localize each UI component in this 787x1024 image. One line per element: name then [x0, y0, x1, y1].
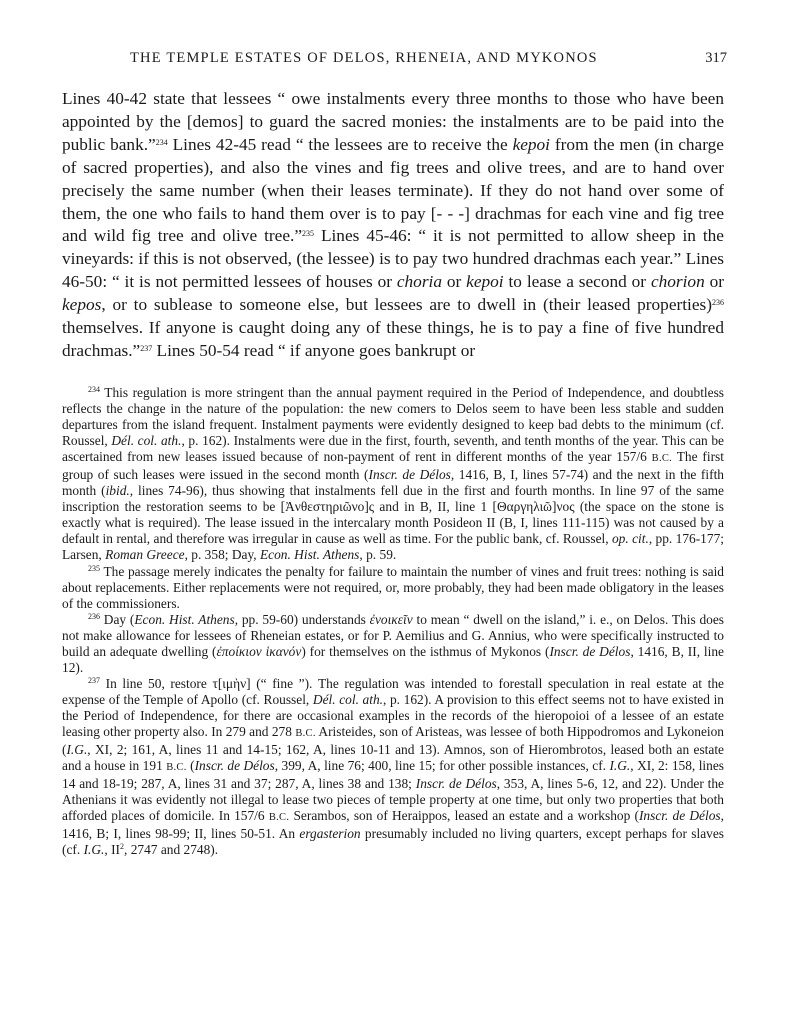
- running-title: THE TEMPLE ESTATES OF DELOS, RHENEIA, AND MYKONOS: [130, 50, 598, 66]
- footnote-number: 237: [88, 675, 100, 685]
- main-paragraph: Lines 40-42 state that lessees “ owe instalments every three months to those who have been appointed by the [demos] to guard the sacred monies: the instalments are to be paid into the public bank.”$^{234}$ Lines 42-45 read “ the lessees are to receive the kepoi from the men (in charge of sacred properties), and also the vines and fig trees and olive trees, and are to hand over precisely the same number (when their leases terminate). If they do not hand over some of them, the one who fails to hand them over is to pay [- - -] drachmas for each vine and fig tree and wild fig tree and olive tree.”$^{235}$ Lines 45-46: “ it is not permitted to allow sheep in the vineyards: if this is not observed, (the lessee) is to pay two hundred drachmas each year.” Lines 46-50: “ it is not permitted lessees of houses or choria or kepoi to lease a second or chorion or kepos, or to sublease to someone else, but lessees are to dwell in (their leased properties)$^{236}$ themselves. If anyone is caught doing any of these things, he is to pay a fine of five hundred drachmas.”$^{237}$ Lines 50-54 read “ if anyone goes bankrupt or: [62, 89, 724, 360]
- footnote-number: 234: [88, 385, 100, 394]
- running-header: [62, 50, 727, 76]
- main-text: [62, 88, 724, 363]
- footnote-234: $^{234}$ This regulation is more stringent than the annual payment required in the Period of Independence, and doubtless reflects the change in the nature of the population: the new comers to Delos seem to have been less stable and sudden departures from the island frequent. Instalment payments were evidently designed to keep bad debts to the minimum (cf. Roussel, Dél. col. ath., p. 162). Instalments were due in the first, fourth, seventh, and tenth months of the year. This can be ascertained from new leases issued because of non-payment of rent in different months of the year 157/6 B.C. The first group of such leases were issued in the second month (Inscr. de Délos, 1416, B, I, lines 57-74) and the next in the fifth month (ibid., lines 74-96), thus showing that instalments fell due in the first and fourth months. In line 97 of the same inscription the restoration seems to be [Ἀνθεστηριῶνο]ς and in B, II, line 1 [Θαργηλιῶ]νος (the space on the stone is exactly what is required). The lease issued in the intercalary month Posideon II (B, I, lines 111-115) was not caused by a default in rental, and therefore was irregular in cause as well as time. For the public bank, cf. Roussel, op. cit., pp. 176-177; Larsen, Roman Greece, p. 358; Day, Econ. Hist. Athens, p. 59.: [62, 385, 725, 563]
- footnote-number: 236: [88, 611, 100, 621]
- footnote-ref-236[interactable]: 236: [712, 298, 724, 308]
- footnotes-section: [62, 385, 724, 858]
- footnote-ref-235[interactable]: 235: [301, 229, 314, 239]
- footnote-235: $^{235}$ The passage merely indicates the penalty for failure to maintain the number of vines and fruit trees: nothing is said about replacements. Either replacements were not required, or, more probably, they had been made obligatory in the leases of the commissioners.: [62, 563, 724, 611]
- footnote-ref-237[interactable]: 237: [140, 343, 153, 353]
- footnote-ref-234[interactable]: 234: [155, 137, 168, 147]
- footnote-237: $^{237}$ In line 50, restore τ[ιμὴν] (“ fine ”). The regulation was intended to forestall speculation in real estate at the expense of the Temple of Apollo (cf. Roussel, Dél. col. ath., p. 162). A provision to this effect seems not to have existed in the Period of Independence, for there are occasional examples in the records of the hieropoioi of a lessee of an estate leasing other property also. In 279 and 278 B.C. Aristeides, son of Aristeas, was lessee of both Hippodromos and Lykoneion (I.G., XI, 2; 161, A, lines 11 and 14-15; 162, A, lines 10-11 and 13). Amnos, son of Hierombrotos, leased both an estate and a house in 191 B.C. (Inscr. de Délos, 399, A, line 76; 400, line 15; for other possible instances, cf. I.G., XI, 2: 158, lines 14 and 18-19; 287, A, lines 31 and 37; 287, A, lines 38 and 138; Inscr. de Délos, 353, A, lines 5-6, 12, and 22). Under the Athenians it was evidently not illegal to lease two pieces of temple property at one time, but only two properties that both afforded places of domicile. In 157/6 B.C. Serambos, son of Heraippos, leased an estate and a workshop (Inscr. de Délos, 1416, B; I, lines 98-99; II, lines 50-51. An ergasterion presumably included no living quarters, except perhaps for slaves (cf. I.G., $II^2$, 2747 and 2748).: [62, 675, 724, 858]
- footnote-236: $^{236}$ Day (Econ. Hist. Athens, pp. 59-60) understands ἐνοικεῖν to mean “ dwell on the island,” i. e., on Delos. This does not make allowance for lessees of Rheneian estates, or for P. Aemilius and G. Annius, who were specifically instructed to build an adequate dwelling (ἐποίκιον ἱκανόν) for themselves on the isthmus of Mykonos (Inscr. de Délos, 1416, B, II, line 12).: [62, 611, 724, 675]
- page-number: 317: [705, 50, 727, 66]
- footnote-number: 235: [88, 563, 100, 573]
